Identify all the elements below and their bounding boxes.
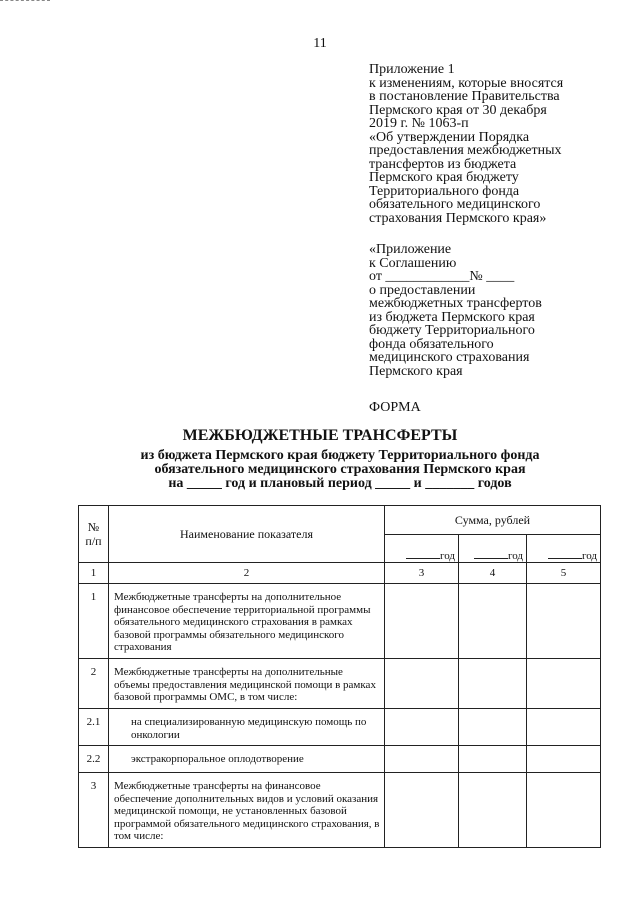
agreement-annex-line: медицинского страхования: [369, 350, 530, 365]
agreement-annex-line: фонда обязательного: [369, 336, 494, 352]
agreement-annex-line: Пермского края: [369, 363, 463, 379]
row-text-cell: [109, 746, 385, 773]
document-subtitle-line: из бюджета Пермского края бюджету Территориального фонда: [140, 448, 540, 463]
amount-cell: [527, 584, 601, 659]
agreement-annex-line: к Соглашению: [369, 255, 457, 271]
amount-cell: [459, 709, 527, 746]
row-text-cell: [109, 584, 385, 659]
amount-cell: [385, 584, 459, 659]
agreement-annex-line: межбюджетных трансфертов: [369, 296, 542, 311]
year-label: год: [581, 550, 597, 562]
year-label: год: [439, 550, 455, 562]
amount-cell: [459, 659, 527, 709]
table-row: [79, 709, 601, 746]
agreement-annex-line: «Приложение: [369, 242, 452, 257]
annex-1-line: обязательного медицинского: [369, 197, 541, 212]
agreement-annex-line: о предоставлении: [369, 282, 476, 298]
scan-mark: [0, 0, 50, 4]
annex-1-line: страхования Пермского края»: [369, 210, 547, 226]
transfers-table: [78, 505, 601, 848]
amount-cell: [459, 584, 527, 659]
row-text: Межбюджетные трансферты на финансовое обеспечение дополнительных видов и условий оказания медицинской помощи, не установленных базовой программой обязательного медицинского страхования, в том числе:: [114, 780, 380, 842]
table-row: [79, 584, 601, 659]
document-subtitle-line: обязательного медицинского страхования Пермского края: [154, 462, 526, 477]
annex-1-line: в постановление Правительства: [369, 89, 560, 104]
table-row: [79, 659, 601, 709]
column-number: 3: [385, 563, 459, 584]
page-number: 11: [313, 36, 327, 51]
agreement-annex-heading: [369, 243, 542, 378]
agreement-annex-line: от ____________№ ____: [369, 269, 515, 284]
amount-cell: [527, 709, 601, 746]
row-number: 2: [79, 659, 109, 709]
document-subtitle-line: на _____ год и плановый период _____ и _______ годов: [168, 476, 512, 491]
annex-1-line: Территориального фонда: [369, 183, 520, 199]
header-number: № п/п: [79, 506, 109, 563]
amount-cell: [527, 746, 601, 773]
form-label: ФОРМА: [369, 400, 421, 415]
header-year-3: [527, 535, 601, 563]
amount-cell: [459, 773, 527, 848]
annex-1-heading: [369, 63, 563, 225]
column-number: 5: [527, 563, 601, 584]
row-text-cell: [109, 659, 385, 709]
header-year-2: [459, 535, 527, 563]
header-year-1: [385, 535, 459, 563]
column-number: 1: [79, 563, 109, 584]
row-number: 3: [79, 773, 109, 848]
row-text-cell: [109, 773, 385, 848]
annex-1-line: Пермского края от 30 декабря: [369, 102, 547, 118]
header-indicator-name: Наименование показателя: [109, 506, 385, 563]
annex-1-line: к изменениям, которые вносятся: [369, 75, 564, 91]
annex-1-line: Приложение 1: [369, 62, 455, 77]
amount-cell: [385, 659, 459, 709]
column-number: 4: [459, 563, 527, 584]
amount-cell: [527, 659, 601, 709]
amount-cell: [385, 746, 459, 773]
annex-1-line: «Об утверждении Порядка: [369, 129, 530, 145]
row-text: Межбюджетные трансферты на дополнительные объемы предоставления медицинской помощи в рамках базовой программы ОМС, в том числе:: [114, 666, 376, 703]
row-number: 1: [79, 584, 109, 659]
row-text-cell: [109, 709, 385, 746]
row-text: экстракорпоральное оплодотворение: [131, 753, 304, 765]
table-row: [79, 746, 601, 773]
header-sum: Сумма, рублей: [385, 506, 601, 535]
row-number: 2.2: [79, 746, 109, 773]
row-text: на специализированную медицинскую помощь по онкологии: [131, 716, 367, 741]
agreement-annex-line: из бюджета Пермского края: [369, 309, 535, 325]
amount-cell: [385, 709, 459, 746]
annex-1-line: Пермского края бюджету: [369, 170, 519, 185]
row-number: 2.1: [79, 709, 109, 746]
row-text: Межбюджетные трансферты на дополнительное финансовое обеспечение территориальной программы обязательного медицинского страхования в рамках базовой программы обязательного медицинского страхования: [114, 591, 371, 653]
amount-cell: [527, 773, 601, 848]
column-number: 2: [109, 563, 385, 584]
annex-1-line: трансфертов из бюджета: [369, 156, 517, 172]
document-title: МЕЖБЮДЖЕТНЫЕ ТРАНСФЕРТЫ: [182, 427, 458, 444]
amount-cell: [385, 773, 459, 848]
annex-1-line: предоставления межбюджетных: [369, 143, 562, 158]
amount-cell: [459, 746, 527, 773]
annex-1-line: 2019 г. № 1063-п: [369, 116, 469, 131]
agreement-annex-line: бюджету Территориального: [369, 323, 535, 338]
year-label: год: [507, 550, 523, 562]
table-row: [79, 773, 601, 848]
